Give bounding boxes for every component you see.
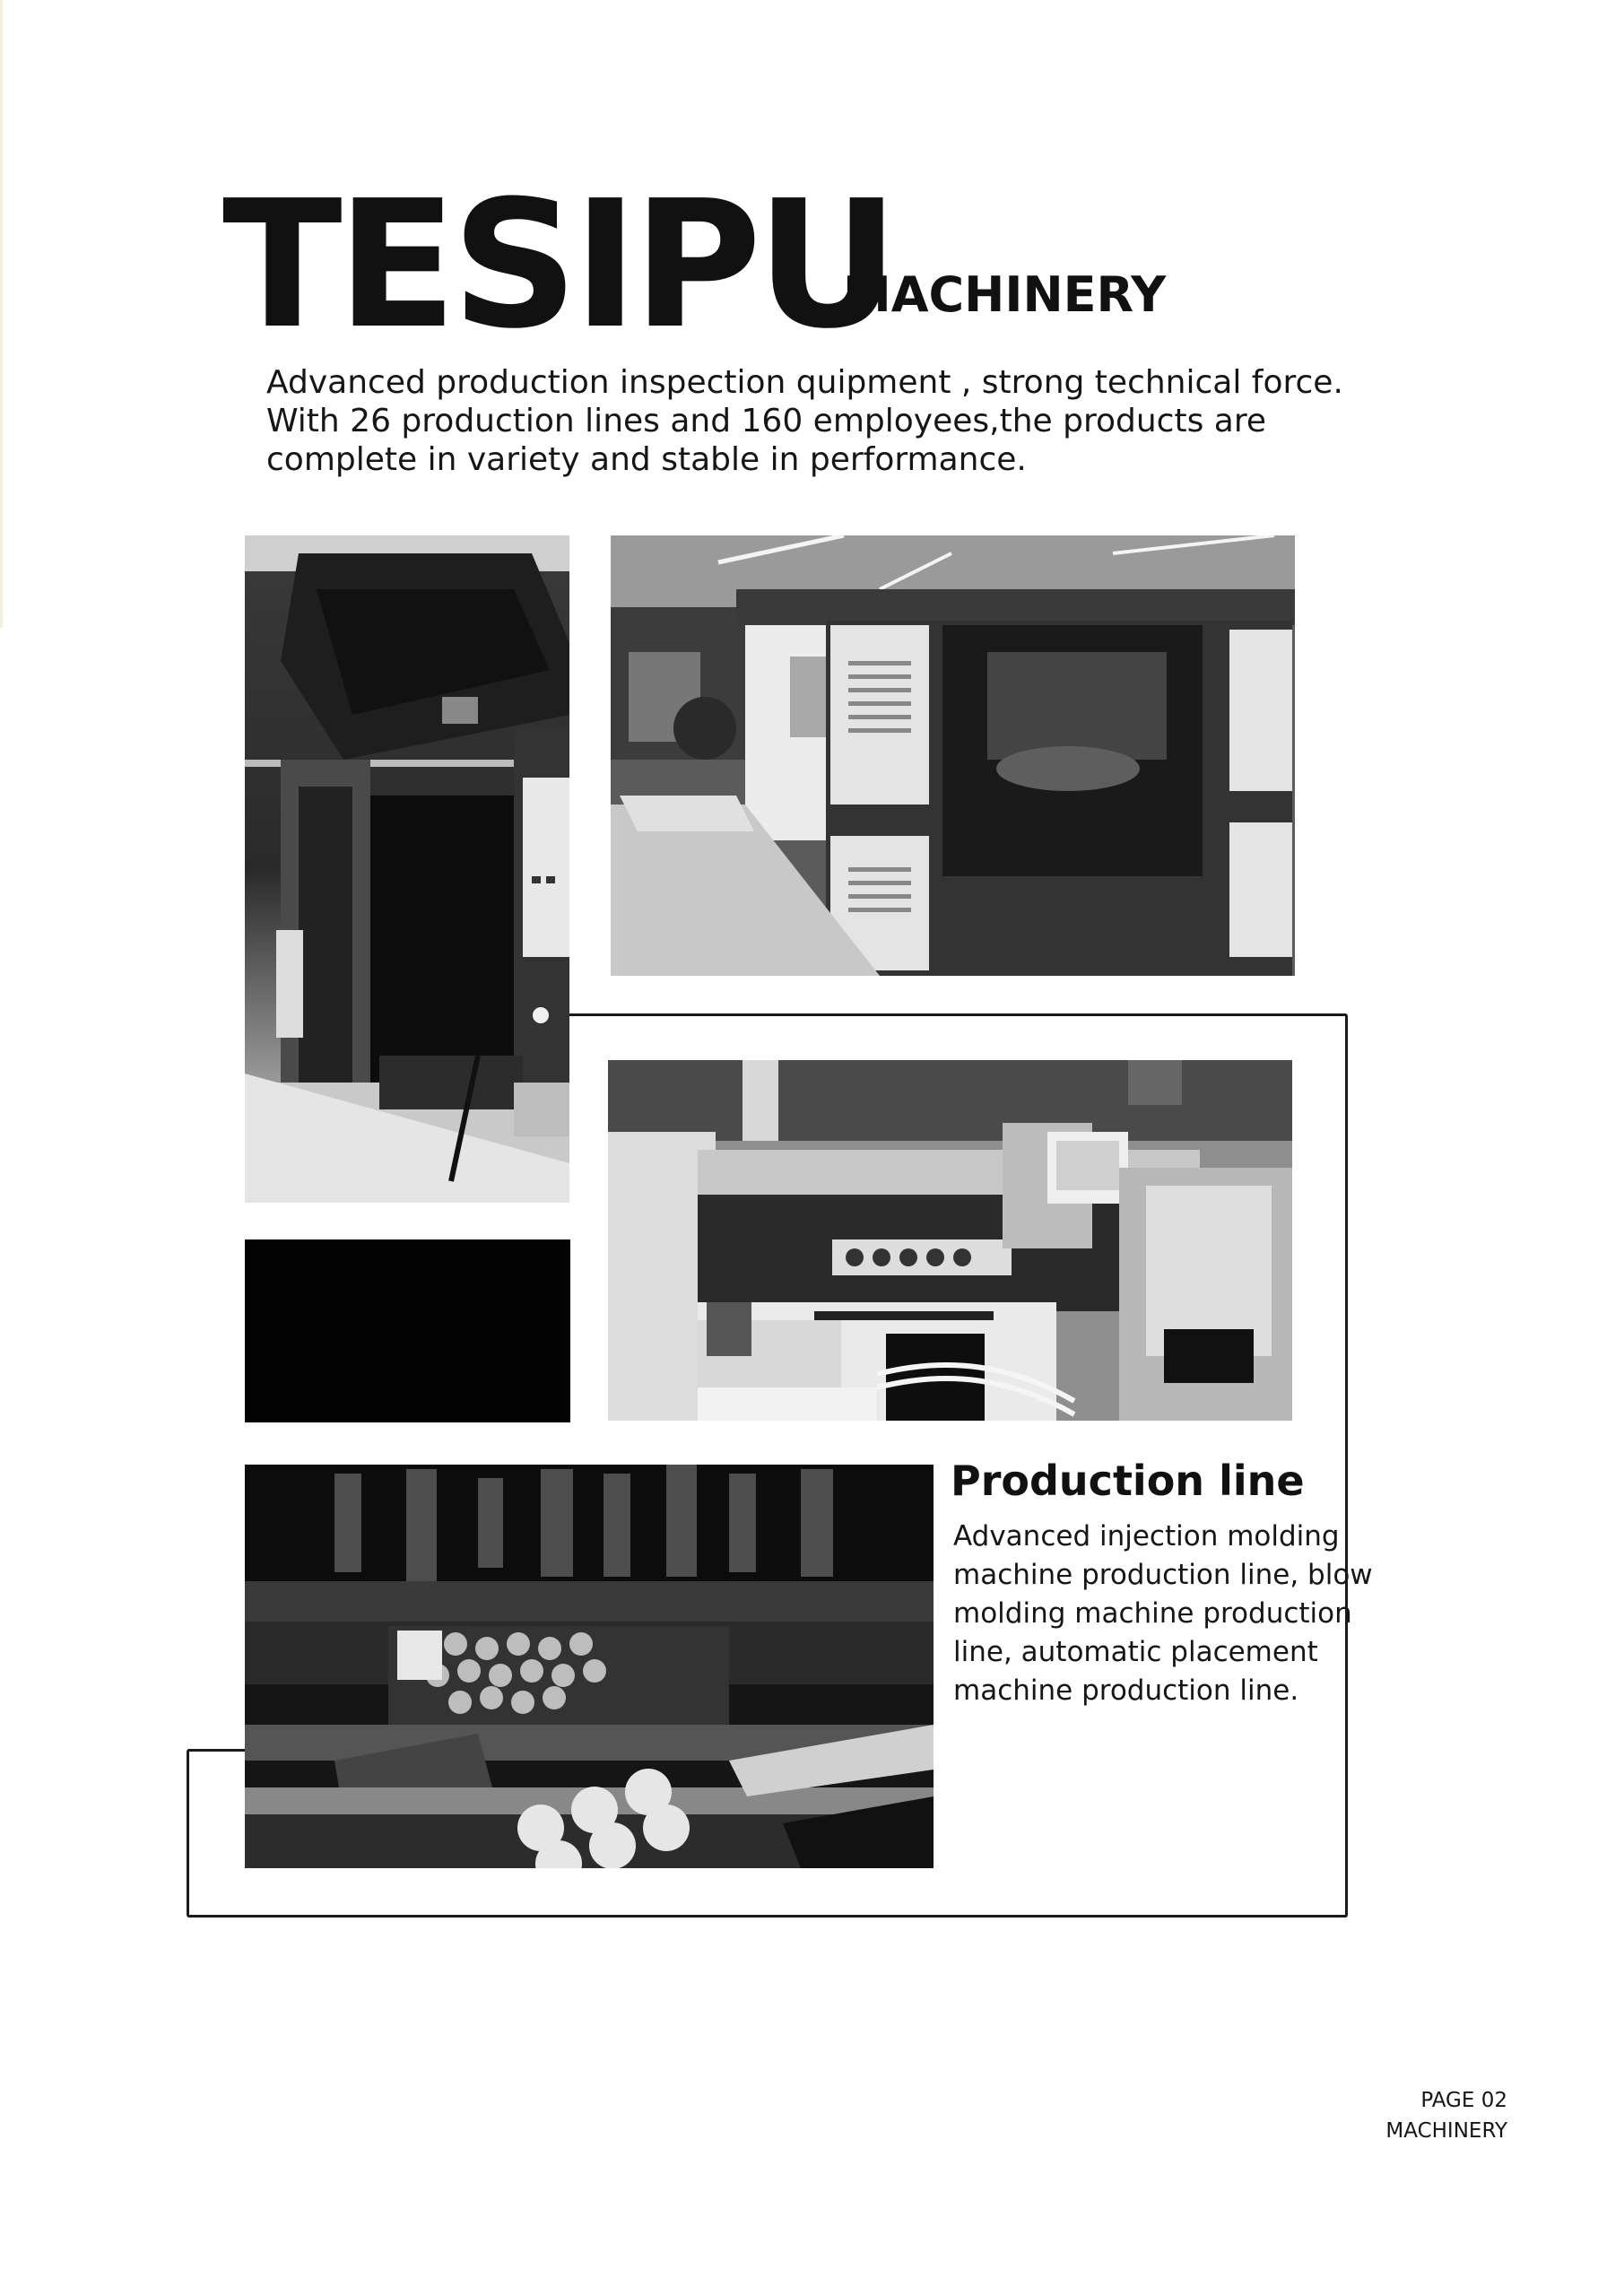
section-line: molding machine production xyxy=(953,1597,1352,1630)
intro-line: Advanced production inspection quipment , strong technical force. xyxy=(266,364,1343,401)
section-line: Advanced injection molding xyxy=(953,1520,1340,1552)
edge-strip xyxy=(0,0,3,628)
intro-paragraph xyxy=(266,363,1387,479)
photo-inspection-machine xyxy=(245,535,569,1203)
intro-line: complete in variety and stable in performance. xyxy=(266,441,1027,478)
photo-placement-machine xyxy=(608,1060,1292,1421)
photo-production-line xyxy=(611,535,1295,976)
page-number: PAGE 02 xyxy=(1420,2089,1507,2112)
black-block xyxy=(245,1239,570,1422)
section-line: machine production line. xyxy=(953,1674,1299,1707)
section-description xyxy=(953,1518,1373,1710)
section-line: machine production line, blow xyxy=(953,1559,1373,1591)
page-footer xyxy=(1385,2085,1507,2146)
brand-title: TESIPU xyxy=(222,163,894,368)
footer-label: MACHINERY xyxy=(1385,2119,1507,2143)
intro-line: With 26 production lines and 160 employees,the products are xyxy=(266,403,1266,439)
brand-subtitle: MACHINERY xyxy=(843,266,1167,323)
section-line: line, automatic placement xyxy=(953,1636,1318,1668)
section-title: Production line xyxy=(951,1457,1305,1505)
photo-pcb-assembly xyxy=(245,1465,934,1868)
